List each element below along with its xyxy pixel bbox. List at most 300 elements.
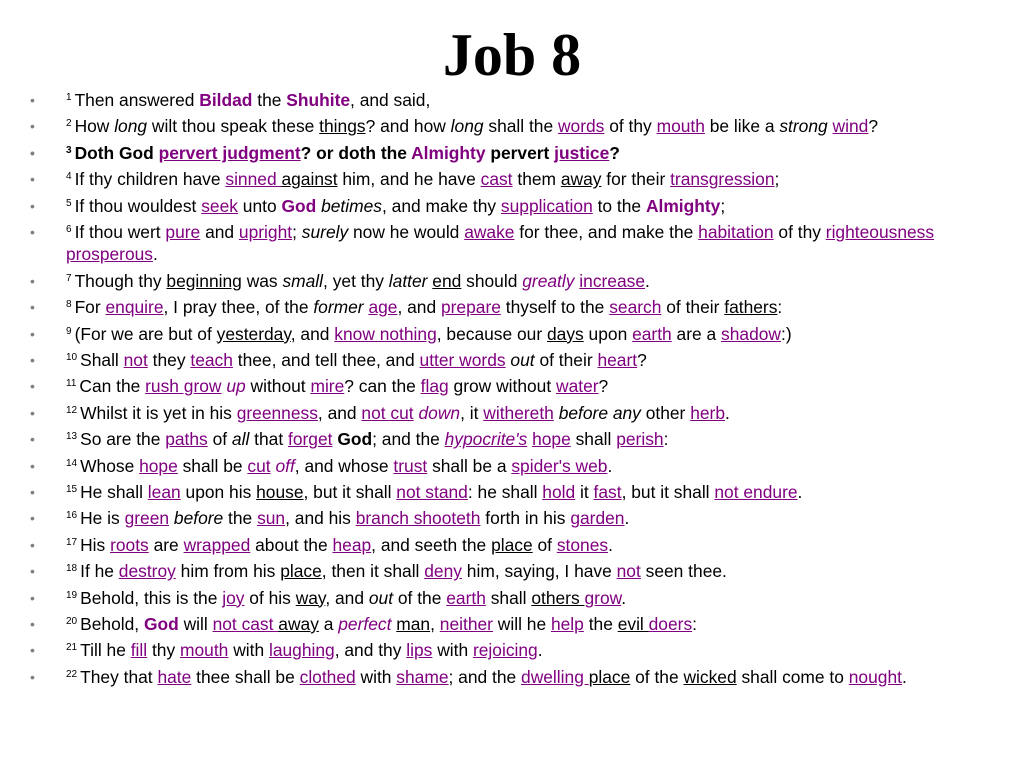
bullet-icon: • (30, 615, 35, 632)
keyword-text: Bildad (199, 90, 253, 110)
verse-number: 19 (66, 589, 78, 601)
word-link[interactable]: laughing (268, 640, 335, 661)
verse-text: unto (237, 195, 282, 216)
verse-text: of the (393, 587, 447, 608)
verse-item (30, 115, 1005, 138)
verse-text: pervert (485, 142, 555, 163)
verse-text: , but it shall (303, 481, 397, 502)
word-link[interactable]: lips (406, 640, 433, 661)
verse-text: , (430, 613, 440, 634)
bullet-icon: • (30, 563, 35, 580)
word-link[interactable]: green (124, 508, 170, 529)
word-link[interactable]: righteousness prosperous (66, 221, 935, 265)
verse-text: ? can the (344, 376, 421, 397)
verse-number: 9 (66, 325, 72, 337)
verse-item (30, 375, 1005, 398)
word-link[interactable]: supplication (500, 195, 593, 216)
verse-text: ? (609, 142, 620, 163)
word-link[interactable]: transgression (670, 169, 775, 190)
word-link[interactable]: habitation (698, 221, 774, 242)
bullet-icon: • (30, 299, 35, 316)
word-link[interactable]: perish (616, 429, 664, 450)
verse-text: thy (147, 640, 181, 661)
verse-text: , because our (436, 323, 547, 344)
verse-text: it (575, 481, 594, 502)
verse-text: They that (80, 666, 158, 687)
underlined-word: beginning (166, 270, 242, 291)
word-link[interactable]: trust (393, 455, 428, 476)
verse-text: . (901, 666, 907, 687)
word-link[interactable]: hope (532, 429, 571, 450)
word-link[interactable]: pure (165, 221, 201, 242)
verse-item (30, 349, 1005, 372)
verse-number: 21 (66, 642, 78, 654)
word-link[interactable]: not endure (714, 481, 798, 502)
verse-text: other (640, 402, 691, 423)
verse-text: ; and the (372, 429, 445, 450)
italic-word: before any (558, 402, 641, 423)
verse-text: ; and the (448, 666, 522, 687)
word-link[interactable]: age (368, 297, 398, 318)
verse-number: 5 (66, 197, 72, 209)
verse-text: Till he (80, 640, 131, 661)
word-link[interactable]: forget (288, 429, 333, 450)
word-link[interactable]: not cut (361, 402, 414, 423)
verse-text: , and thy (334, 640, 407, 661)
verse-text: shall the (483, 116, 558, 137)
bullet-icon: • (30, 589, 35, 606)
verse-text: them (512, 169, 561, 190)
verse-text: Then answered (74, 90, 200, 110)
underlined-word: place (491, 534, 533, 555)
verse-number: 10 (66, 352, 78, 364)
verse-text: to the (592, 195, 646, 216)
word-link[interactable]: not stand (396, 481, 468, 502)
bullet-icon: • (30, 272, 35, 289)
verse-number: 3 (66, 144, 72, 156)
verse-item (30, 481, 1005, 504)
verse-text: , and said, (350, 90, 431, 110)
underlined-word: man (396, 613, 431, 634)
verse-item (30, 323, 1005, 346)
word-link[interactable]: grow (584, 587, 622, 608)
verse-text: His (80, 534, 111, 555)
bullet-icon: • (30, 536, 35, 553)
verse-text: , then it shall (321, 561, 425, 582)
italic-word: betimes (321, 195, 382, 216)
verse-text: of thy (773, 221, 826, 242)
word-link[interactable]: deny (424, 561, 462, 582)
bullet-icon: • (30, 92, 35, 108)
verse-text: will (178, 613, 213, 634)
underlined-word: things (319, 116, 366, 137)
verse-text: for thee, and make the (514, 221, 699, 242)
verse-text: : (663, 429, 669, 450)
bullet-icon: • (30, 325, 35, 342)
verse-number: 6 (66, 223, 72, 235)
verse-text: of their (534, 350, 598, 371)
word-link[interactable]: wind (832, 116, 869, 137)
bold-word: God (337, 429, 373, 450)
verse-text: him from his (175, 561, 281, 582)
verse-text: was (241, 270, 283, 291)
verse-number: 4 (66, 171, 72, 183)
verse-item (30, 402, 1005, 425)
word-link[interactable]: shadow (721, 323, 781, 344)
keyword-text: God (281, 195, 317, 216)
verse-item (30, 195, 1005, 218)
verse-text: , and (317, 402, 362, 423)
word-link[interactable]: not (123, 350, 148, 371)
verse-item (30, 168, 1005, 191)
verse-text: Whose (80, 455, 140, 476)
verse-text: be like a (704, 116, 780, 137)
verse-text: For (74, 297, 106, 318)
verse-text: of (207, 429, 232, 450)
verse-text: :) (780, 323, 792, 344)
word-link[interactable]: not cast (212, 613, 279, 634)
verse-item (30, 89, 1005, 112)
verse-text: the (252, 90, 287, 110)
bullet-icon: • (30, 144, 35, 161)
verse-text: without (245, 376, 311, 397)
italic-word: small (282, 270, 324, 291)
word-link[interactable]: hope (139, 455, 178, 476)
verse-number: 13 (66, 431, 78, 443)
verse-text: shall come to (736, 666, 849, 687)
word-link[interactable]: hypocrite's (444, 429, 528, 450)
verse-text: ; (292, 221, 302, 242)
word-link[interactable]: fill (130, 640, 148, 661)
verse-text: forth in his (480, 508, 571, 529)
underlined-word: end (432, 270, 462, 291)
bullet-icon: • (30, 352, 35, 369)
verse-text: , and (325, 587, 369, 608)
verse-text: of his (244, 587, 296, 608)
verse-item (30, 560, 1005, 583)
verse-text: ? (868, 116, 878, 137)
bullet-icon: • (30, 171, 35, 188)
verse-text: He is (80, 508, 125, 529)
verse-text: : (692, 613, 697, 634)
word-link[interactable]: earth (446, 587, 486, 608)
keyword-text: Shuhite (286, 90, 351, 110)
underlined-word: against (281, 169, 338, 190)
word-link[interactable]: enquire (105, 297, 164, 318)
verse-text: they (147, 350, 191, 371)
verse-text: , and seeth the (371, 534, 492, 555)
verse-text: grow without (448, 376, 557, 397)
verse-number: 12 (66, 404, 78, 416)
italic-word: long (450, 116, 484, 137)
verse-number: 7 (66, 272, 72, 284)
verse-text: , but it shall (621, 481, 715, 502)
verse-text: ; (774, 169, 780, 190)
verse-text: Whilst it is yet in his (80, 402, 237, 423)
bullet-icon: • (30, 378, 35, 395)
verse-text: ; (720, 195, 726, 216)
word-link[interactable]: doers (648, 613, 693, 634)
word-link[interactable]: teach (190, 350, 233, 371)
word-link[interactable]: mouth (180, 640, 229, 661)
word-link[interactable]: rush grow (145, 376, 222, 397)
word-link[interactable]: heart (597, 350, 638, 371)
word-link[interactable]: herb (690, 402, 725, 423)
italic-word: latter (388, 270, 428, 291)
italic-keyword: down (418, 402, 461, 423)
bullet-icon: • (30, 404, 35, 421)
bullet-icon: • (30, 642, 35, 659)
word-link[interactable]: earth (632, 323, 672, 344)
italic-keyword: perfect (338, 613, 392, 634)
verse-text: Shall (80, 350, 124, 371)
word-link[interactable]: destroy (118, 561, 176, 582)
verse-text: . (621, 587, 627, 608)
verse-text: He shall (80, 481, 148, 502)
italic-word: surely (301, 221, 349, 242)
keyword-text: Almighty (411, 142, 486, 163)
word-link[interactable]: not (616, 561, 641, 582)
word-link[interactable]: awake (464, 221, 515, 242)
word-link[interactable]: search (609, 297, 662, 318)
verse-text: . (624, 508, 630, 529)
verse-text: with (432, 640, 473, 661)
verse-item (30, 639, 1005, 662)
verse-number: 11 (66, 378, 77, 390)
word-link[interactable]: cast (480, 169, 513, 190)
verse-number: 22 (66, 668, 78, 680)
word-link[interactable]: mouth (656, 116, 705, 137)
word-link[interactable]: heap (332, 534, 372, 555)
word-link[interactable]: flag (420, 376, 449, 397)
verse-text: (For we are but of (74, 323, 217, 344)
verse-text: Though thy (74, 270, 167, 291)
word-link[interactable]: cut (247, 455, 271, 476)
bullet-icon: • (30, 118, 35, 135)
verse-item (30, 507, 1005, 530)
word-link[interactable]: seek (201, 195, 238, 216)
verse-text: upon (583, 323, 633, 344)
underlined-word: place (588, 666, 631, 687)
verse-text: , yet thy (323, 270, 389, 291)
underlined-word: away (278, 613, 319, 634)
verse-text: , it (460, 402, 484, 423)
word-link[interactable]: sinned (225, 169, 282, 190)
word-link[interactable]: water (556, 376, 599, 397)
verse-text: . (797, 481, 803, 502)
word-link[interactable]: words (557, 116, 605, 137)
verse-text: for their (601, 169, 671, 190)
verse-text: seen thee. (640, 561, 727, 582)
word-link[interactable]: upright (238, 221, 293, 242)
word-link[interactable]: spider's web (511, 455, 608, 476)
italic-word: former (313, 297, 364, 318)
keyword-text: God (143, 613, 179, 634)
bullet-icon: • (30, 197, 35, 214)
italic-keyword: greatly (522, 270, 575, 291)
verse-number: 18 (66, 563, 78, 575)
verse-text: So are the (80, 429, 166, 450)
verse-text: : (777, 297, 783, 318)
verse-text: ? (598, 376, 609, 397)
word-link[interactable]: clothed (299, 666, 356, 687)
verse-text: him, and he have (337, 169, 481, 190)
verse-text: If thou wert (74, 221, 166, 242)
word-link[interactable]: sun (257, 508, 286, 529)
verse-text: him, saying, I have (461, 561, 617, 582)
verse-number: 15 (66, 483, 78, 495)
verse-item (30, 428, 1005, 451)
verse-number: 17 (66, 536, 78, 548)
verse-text: shall be a (427, 455, 512, 476)
verse-text: , and whose (294, 455, 394, 476)
italic-word: out (510, 350, 535, 371)
underlined-word: yesterday (216, 323, 291, 344)
verse-text: of the (630, 666, 684, 687)
italic-word: strong (779, 116, 828, 137)
underlined-word: place (280, 561, 322, 582)
verse-text: of (532, 534, 557, 555)
italic-word: out (368, 587, 394, 608)
verse-item (30, 270, 1005, 293)
italic-keyword: up (226, 376, 246, 397)
word-link[interactable]: nought (848, 666, 902, 687)
verse-text: , and (397, 297, 441, 318)
verse-text: about the (250, 534, 333, 555)
verse-number: 14 (66, 457, 78, 469)
word-link[interactable]: shame (396, 666, 449, 687)
verse-text: Can the (79, 376, 146, 397)
word-link[interactable]: help (550, 613, 584, 634)
verse-number: 1 (66, 92, 72, 103)
word-link[interactable]: branch shooteth (355, 508, 481, 529)
verse-text: shall be (177, 455, 248, 476)
italic-word: all (231, 429, 250, 450)
verse-number: 16 (66, 510, 78, 522)
bullet-icon: • (30, 223, 35, 240)
verse-item (30, 142, 1005, 165)
verse-text: If thy children have (74, 169, 226, 190)
word-link[interactable]: dwelling (521, 666, 589, 687)
word-link[interactable]: pervert judgment (158, 142, 301, 163)
verse-text: with (228, 640, 269, 661)
verse-item (30, 613, 1005, 636)
verse-text: : he shall (467, 481, 543, 502)
word-link[interactable]: neither (439, 613, 493, 634)
verse-text: . (725, 402, 730, 423)
underlined-word: others (531, 587, 585, 608)
italic-word: long (114, 116, 148, 137)
verse-text: Behold, this is the (80, 587, 223, 608)
verse-text: should (461, 270, 523, 291)
word-link[interactable]: garden (570, 508, 625, 529)
verse-item (30, 666, 1005, 689)
verse-text: and (200, 221, 239, 242)
verse-text: , and his (285, 508, 356, 529)
verse-text: ? (637, 350, 647, 371)
underlined-word: fathers (724, 297, 778, 318)
bullet-icon: • (30, 431, 35, 448)
verse-text: . (537, 640, 543, 661)
word-link[interactable]: roots (110, 534, 149, 555)
word-link[interactable]: greenness (236, 402, 318, 423)
italic-word: before (173, 508, 224, 529)
verse-text: , and make thy (382, 195, 501, 216)
verse-item (30, 534, 1005, 557)
verse-text: wilt thou speak these (147, 116, 320, 137)
verse-text: , and (290, 323, 335, 344)
page-title: Job 8 (442, 22, 582, 88)
word-link[interactable]: hold (542, 481, 576, 502)
word-link[interactable]: withereth (483, 402, 554, 423)
verse-item (30, 296, 1005, 319)
verse-text: a (318, 613, 339, 634)
bullet-icon: • (30, 510, 35, 527)
verse-item (30, 221, 1005, 266)
word-link[interactable]: stones (556, 534, 609, 555)
bullet-icon: • (30, 668, 35, 685)
word-link[interactable]: paths (165, 429, 208, 450)
word-link[interactable]: increase (579, 270, 646, 291)
verse-text: thee, and tell thee, and (232, 350, 420, 371)
word-link[interactable]: fast (593, 481, 622, 502)
verse-text: Behold, (80, 613, 144, 634)
underlined-word: evil (617, 613, 649, 634)
verse-text: of thy (604, 116, 657, 137)
word-link[interactable]: justice (554, 142, 610, 163)
word-link[interactable]: prepare (440, 297, 501, 318)
verse-number: 20 (66, 615, 78, 627)
word-link[interactable]: know nothing (334, 323, 437, 344)
verse-text: How (74, 116, 115, 137)
verse-text: are a (671, 323, 722, 344)
verse-number: 8 (66, 299, 72, 311)
verse-text: . (153, 244, 158, 265)
verse-text: ? or doth the (300, 142, 412, 163)
verse-text: will he (492, 613, 551, 634)
verse-text: of their (661, 297, 725, 318)
verse-text: now he would (348, 221, 465, 242)
bullet-icon: • (30, 483, 35, 500)
underlined-word: house (256, 481, 304, 502)
word-link[interactable]: lean (147, 481, 181, 502)
word-link[interactable]: joy (222, 587, 245, 608)
verse-text: with (355, 666, 397, 687)
verse-text: that (249, 429, 288, 450)
word-link[interactable]: mire (310, 376, 345, 397)
verse-text: the (223, 508, 258, 529)
word-link[interactable]: hate (157, 666, 192, 687)
italic-keyword: off (275, 455, 295, 476)
keyword-text: Almighty (645, 195, 721, 216)
word-link[interactable]: rejoicing (472, 640, 538, 661)
underlined-word: wicked (683, 666, 737, 687)
verse-text: are (148, 534, 184, 555)
verse-text: thee shall be (191, 666, 300, 687)
underlined-word: away (560, 169, 602, 190)
word-link[interactable]: wrapped (183, 534, 251, 555)
verse-text: shall (485, 587, 532, 608)
verse-list (30, 89, 1005, 692)
verse-text: upon his (180, 481, 257, 502)
verse-text: thyself to the (500, 297, 610, 318)
verse-text: , I pray thee, of the (163, 297, 314, 318)
word-link[interactable]: utter words (419, 350, 506, 371)
verse-text: . (607, 455, 613, 476)
verse-text: shall (570, 429, 617, 450)
underlined-word: way (295, 587, 326, 608)
verse-item (30, 587, 1005, 610)
